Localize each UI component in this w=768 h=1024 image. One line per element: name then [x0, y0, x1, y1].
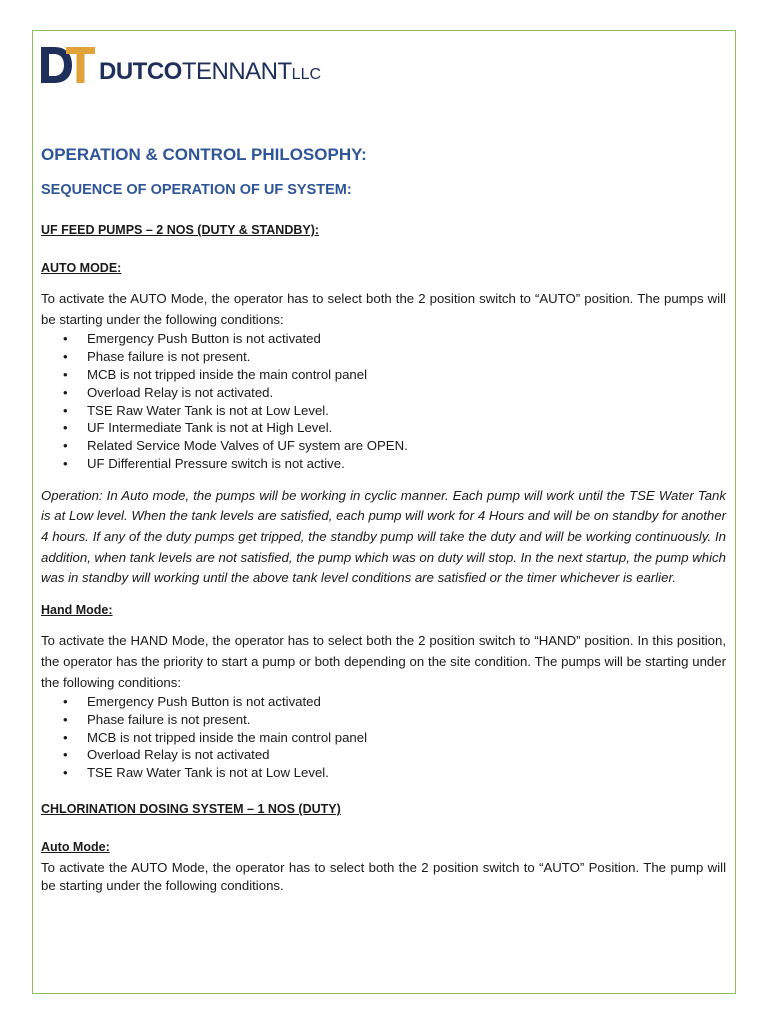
condition-text: Related Service Mode Valves of UF system are OPEN.	[87, 438, 408, 454]
auto-mode-heading: AUTO MODE:	[41, 260, 122, 275]
auto-operation-paragraph: Operation: In Auto mode, the pumps will be working in cyclic manner. Each pump will work until the TSE Water Tank is at Low level. When the tank levels are satisfied, each pump will work for 4 Hours and will be on standby for another 4 hours. If any of the duty pumps get tripped, the standby pump will take the duty and will be working continuously. In addition, when tank levels are not satisfied, the pump which was on duty will stop. In the next startup, the pump which was in standby will working until the above tank level conditions are satisfied or the timer whichever is earlier.	[41, 487, 726, 586]
condition-text: MCB is not tripped inside the main control panel	[87, 729, 368, 745]
hand-mode-conditions	[41, 693, 726, 782]
company-logo	[41, 43, 321, 83]
bullet-icon: •	[63, 747, 68, 763]
uf-pumps-heading: UF FEED PUMPS – 2 NOS (DUTY & STANDBY):	[41, 223, 320, 237]
logo-wordmark	[99, 60, 321, 84]
auto-mode-conditions	[41, 330, 726, 472]
condition-text: Phase failure is not present.	[87, 711, 251, 727]
logo-text-bold: DUTCO	[99, 58, 182, 85]
list-item	[41, 746, 726, 764]
hand-mode-intro: To activate the HAND Mode, the operator has to select both the 2 position switch to “HAND” position. In this position, the operator has the priority to start a pump or both depending on the site condition. The pumps will be starting under the following conditions:	[41, 633, 726, 690]
condition-text: Phase failure is not present.	[87, 349, 251, 365]
list-item	[41, 711, 726, 729]
list-item	[41, 693, 726, 711]
document-subtitle: SEQUENCE OF OPERATION OF UF SYSTEM:	[41, 182, 352, 198]
bullet-icon: •	[63, 694, 68, 710]
bullet-icon: •	[63, 711, 68, 727]
list-item	[41, 455, 726, 473]
condition-text: MCB is not tripped inside the main control panel	[87, 366, 368, 382]
list-item	[41, 330, 726, 348]
document-body	[41, 144, 726, 895]
list-item	[41, 729, 726, 747]
bullet-icon: •	[63, 366, 68, 382]
bullet-icon: •	[63, 438, 68, 454]
list-item	[41, 348, 726, 366]
bullet-icon: •	[63, 402, 68, 418]
condition-text: TSE Raw Water Tank is not at Low Level.	[87, 402, 329, 418]
condition-text: TSE Raw Water Tank is not at Low Level.	[87, 765, 329, 781]
list-item	[41, 437, 726, 455]
condition-text: UF Intermediate Tank is not at High Level.	[87, 420, 333, 436]
bullet-icon: •	[63, 420, 68, 436]
condition-text: UF Differential Pressure switch is not active.	[87, 455, 345, 471]
logo-text-light: TENNANT	[181, 58, 292, 85]
condition-text: Emergency Push Button is not activated	[87, 331, 321, 347]
list-item	[41, 402, 726, 420]
chlorination-heading: CHLORINATION DOSING SYSTEM – 1 NOS (DUTY)	[41, 802, 341, 817]
bullet-icon: •	[63, 455, 68, 471]
auto-mode-intro: To activate the AUTO Mode, the operator has to select both the 2 position switch to “AUTO” position. The pumps will be starting under the following conditions:	[41, 291, 726, 327]
chlorination-auto-intro: To activate the AUTO Mode, the operator has to select both the 2 position switch to “AUTO” Position. The pump will be starting under the following conditions.	[41, 860, 726, 894]
bullet-icon: •	[63, 331, 68, 347]
bullet-icon: •	[63, 729, 68, 745]
logo-suffix: LLC	[291, 66, 322, 83]
list-item	[41, 419, 726, 437]
list-item	[41, 764, 726, 782]
list-item	[41, 366, 726, 384]
condition-text: Emergency Push Button is not activated	[87, 694, 321, 710]
hand-mode-heading: Hand Mode:	[41, 602, 113, 617]
condition-text: Overload Relay is not activated.	[87, 384, 274, 400]
bullet-icon: •	[63, 384, 68, 400]
condition-text: Overload Relay is not activated	[87, 747, 270, 763]
list-item	[41, 384, 726, 402]
bullet-icon: •	[63, 765, 68, 781]
chlorination-auto-heading: Auto Mode:	[41, 839, 110, 854]
document-title: OPERATION & CONTROL PHILOSOPHY:	[41, 145, 367, 164]
bullet-icon: •	[63, 349, 68, 365]
dt-logo-icon	[41, 47, 95, 83]
